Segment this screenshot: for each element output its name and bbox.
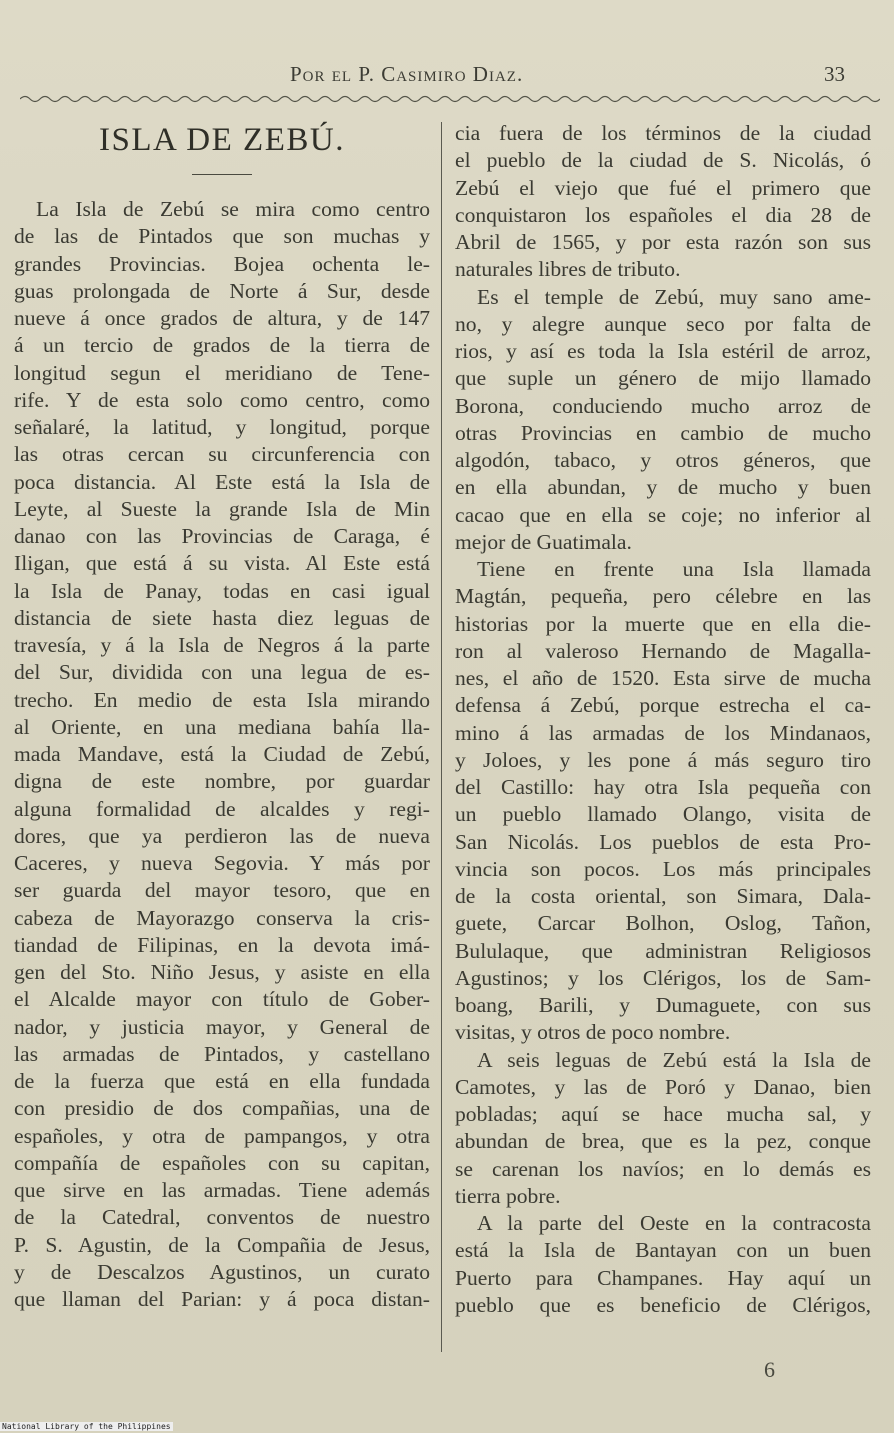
- text-line: españoles, y otra de pampangos, y otra: [14, 1123, 430, 1148]
- text-line: guas prolongada de Norte á Sur, desde: [14, 278, 430, 303]
- text-line: P. S. Agustin, de la Compañia de Jesus,: [14, 1232, 430, 1257]
- text-line: de la fuerza que está en ella fundada: [14, 1069, 430, 1093]
- text-line: Tiene en frente una Isla llamada: [477, 557, 871, 581]
- text-line: las armadas de Pintados, y castellano: [14, 1041, 430, 1066]
- text-line: de la costa oriental, son Simara, Dala-: [455, 884, 871, 908]
- text-line: el Alcalde mayor con título de Gober-: [14, 987, 430, 1012]
- text-line: gen del Sto. Niño Jesus, y asiste en ella: [14, 960, 430, 984]
- text-line: Camotes, y las de Poró y Danao, bien: [455, 1074, 871, 1099]
- text-line: mino á las armadas de los Mindanaos,: [455, 720, 871, 745]
- text-line: nador, y justicia mayor, y General de: [14, 1014, 430, 1039]
- text-line: cia fuera de los términos de la ciudad: [455, 121, 871, 145]
- text-line: nes, el año de 1520. Esta sirve de mucha: [455, 666, 871, 690]
- text-line: naturales libres de tributo.: [455, 257, 681, 282]
- text-line: A la parte del Oeste en la contracosta: [477, 1211, 871, 1235]
- text-line: con presidio de dos compañias, una de: [14, 1096, 430, 1121]
- text-line: Puerto para Champanes. Hay aquí un: [455, 1265, 871, 1290]
- text-line: dores, que ya perdieron las de nueva: [14, 823, 430, 848]
- page-number: 33: [824, 62, 845, 86]
- text-line: algodón, tabaco, y otros géneros, que: [455, 448, 871, 472]
- text-line: alguna formalidad de alcaldes y regi-: [14, 796, 430, 821]
- text-line: otras Provincias en cambio de mucho: [455, 420, 871, 445]
- text-line: está la Isla de Bantayan con un buen: [455, 1238, 871, 1263]
- text-line: la Isla de Panay, todas en casi igual: [14, 578, 430, 603]
- library-credit: National Library of the Philippines: [2, 1422, 171, 1431]
- text-line: San Nicolás. Los pueblos de esta Pro-: [455, 829, 871, 854]
- text-line: Agustinos; y los Clérigos, los de Sam-: [455, 965, 871, 990]
- text-line: digna de este nombre, por guardar: [14, 769, 430, 794]
- text-line: y de Descalzos Agustinos, un curato: [14, 1259, 430, 1284]
- text-line: cabeza de Mayorazgo conserva la cris-: [14, 905, 430, 930]
- text-line: Leyte, al Sueste la grande Isla de Min: [14, 496, 430, 521]
- text-line: rife. Y de esta solo como centro, como: [14, 387, 430, 412]
- text-line: que suple un género de mijo llamado: [455, 366, 871, 391]
- text-line: tierra pobre.: [455, 1183, 561, 1208]
- text-line: Zebú el viejo que fué el primero que: [455, 175, 871, 200]
- text-line: guete, Carcar Bolhon, Oslog, Tañon,: [455, 911, 871, 936]
- text-line: nueve á once grados de altura, y de 147: [14, 306, 430, 330]
- text-line: se carenan los navíos; en lo demás es: [455, 1156, 871, 1181]
- text-line: ser guarda del mayor tesoro, que en: [14, 878, 430, 903]
- column-divider: [441, 122, 442, 1352]
- text-line: boang, Barili, y Dumaguete, con sus: [455, 993, 871, 1017]
- text-line: Caceres, y nueva Segovia. Y más por: [14, 851, 430, 875]
- text-line: pobladas; aquí se hace mucha sal, y: [455, 1102, 871, 1126]
- text-line: longitud segun el meridiano de Tene-: [14, 360, 430, 385]
- text-line: de las de Pintados que son muchas y: [14, 224, 430, 249]
- text-line: que llaman del Parian: y á poca distan-: [14, 1287, 430, 1311]
- text-line: grandes Provincias. Bojea ochenta le-: [14, 251, 430, 276]
- left-column-text: [14, 196, 430, 1313]
- text-line: visitas, y otros de poco nombre.: [455, 1020, 731, 1045]
- text-line: historias por la muerte que en ella die-: [455, 611, 871, 636]
- text-line: Magtán, pequeña, pero célebre en las: [455, 584, 871, 609]
- text-line: en ella abundan, y de mucho y buen: [455, 475, 871, 500]
- text-line: conquistaron los españoles el dia 28 de: [455, 202, 871, 227]
- text-line: del Sur, dividida con una legua de es-: [14, 660, 430, 685]
- text-line: mada Mandave, está la Ciudad de Zebú,: [14, 742, 430, 766]
- text-line: las otras cercan su circunferencia con: [14, 442, 430, 467]
- text-line: señalaré, la latitud, y longitud, porque: [14, 415, 430, 439]
- text-line: al Oriente, en una mediana bahía lla-: [14, 714, 430, 739]
- folio-signature: 6: [764, 1357, 775, 1382]
- text-line: Iligan, que está á su vista. Al Este está: [14, 551, 430, 576]
- text-line: cacao que en ella se coje; no inferior al: [455, 502, 871, 527]
- right-column: [455, 120, 871, 1319]
- text-line: ron al valeroso Hernando de Magalla-: [455, 638, 871, 663]
- text-line: compañía de españoles con su capitan,: [14, 1150, 430, 1175]
- right-column-text: [455, 120, 871, 1319]
- text-line: que sirve en las armadas. Tiene además: [14, 1178, 430, 1202]
- text-line: distancia de siete hasta diez leguas de: [14, 605, 430, 630]
- text-line: Es el temple de Zebú, muy sano ame-: [477, 284, 871, 309]
- text-line: La Isla de Zebú se mira como centro: [36, 197, 430, 221]
- text-line: abundan de brea, que es la pez, conque: [455, 1129, 871, 1154]
- text-line: y Joloes, y les pone á más seguro tiro: [455, 747, 871, 772]
- text-line: tiandad de Filipinas, en la devota imá-: [14, 932, 430, 957]
- text-line: poca distancia. Al Este está la Isla de: [14, 469, 430, 494]
- text-line: el pueblo de la ciudad de S. Nicolás, ó: [455, 148, 871, 173]
- left-column: [14, 120, 430, 1313]
- text-line: de la Catedral, conventos de nuestro: [14, 1205, 430, 1230]
- text-line: pueblo que es beneficio de Clérigos,: [455, 1292, 871, 1317]
- section-title: ISLA DE ZEBÚ.: [99, 122, 345, 158]
- header-ornamental-rule: [20, 92, 880, 106]
- text-line: del Castillo: hay otra Isla pequeña con: [455, 775, 871, 799]
- running-head: Por el P. Casimiro Diaz.: [290, 62, 524, 86]
- text-line: mejor de Guatimala.: [455, 529, 632, 554]
- text-line: danao con las Provincias de Caraga, é: [14, 524, 430, 548]
- text-line: Abril de 1565, y por esta razón son sus: [455, 230, 871, 254]
- text-line: travesía, y á la Isla de Negros á la parte: [14, 633, 430, 657]
- text-line: rios, y así es toda la Isla estéril de arroz,: [455, 339, 871, 363]
- text-line: A seis leguas de Zebú está la Isla de: [477, 1047, 871, 1072]
- text-line: vincia son pocos. Los más principales: [455, 856, 871, 881]
- text-line: Bululaque, que administran Religiosos: [455, 938, 871, 963]
- title-rule: [192, 174, 252, 175]
- text-line: un pueblo llamado Olango, visita de: [455, 802, 871, 827]
- text-line: no, y alegre aunque seco por falta de: [455, 311, 871, 336]
- text-line: Borona, conduciendo mucho arroz de: [455, 393, 871, 418]
- text-line: trecho. En medio de esta Isla mirando: [14, 687, 430, 712]
- text-line: defensa á Zebú, porque estrecha el ca-: [455, 693, 871, 718]
- text-line: á un tercio de grados de la tierra de: [14, 333, 430, 358]
